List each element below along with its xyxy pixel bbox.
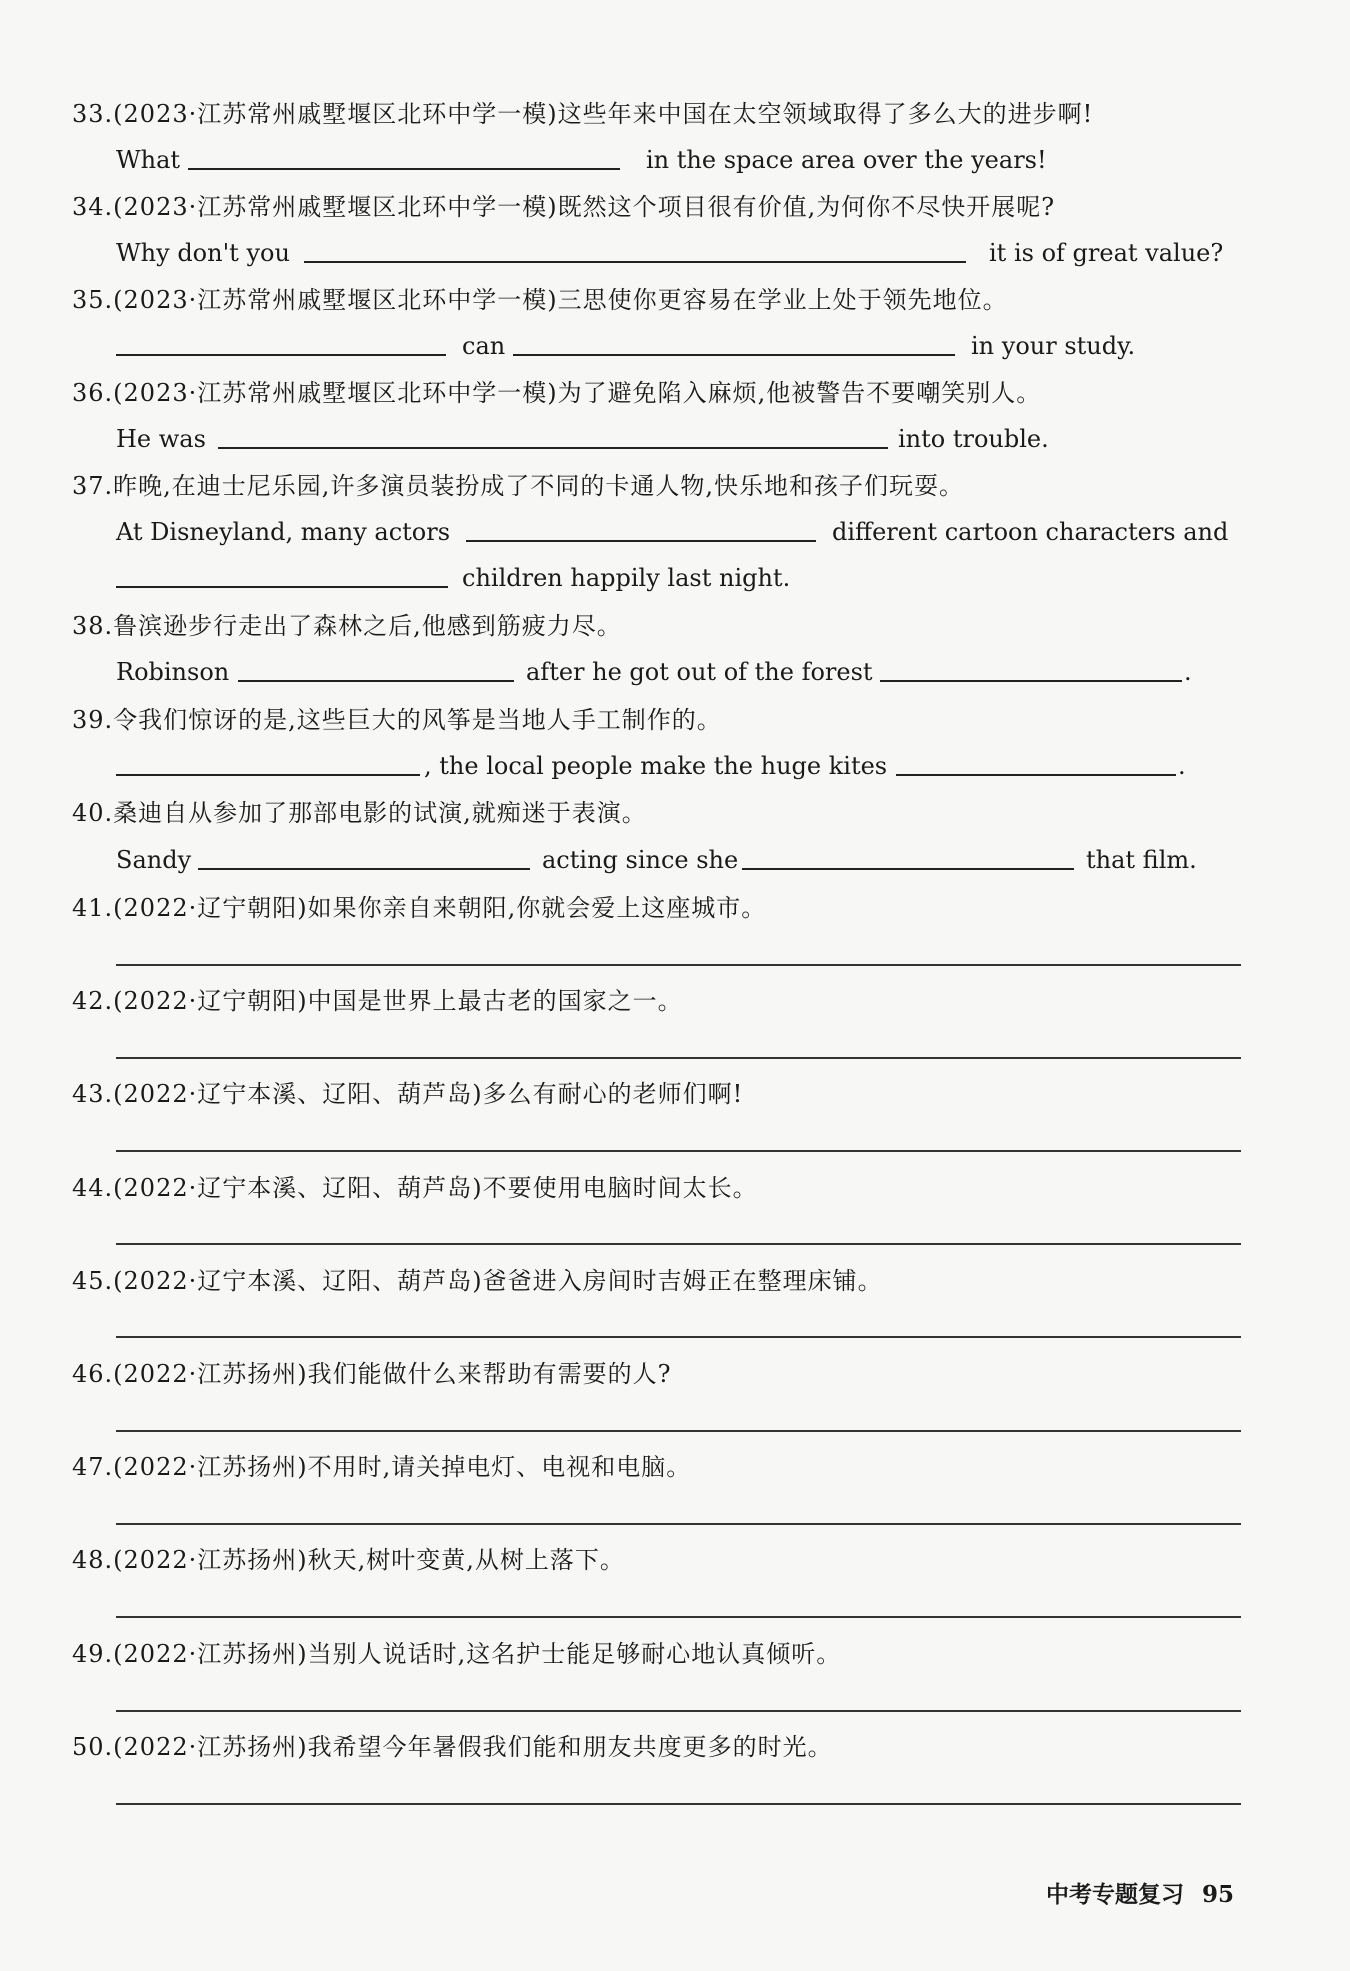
question-answer-line — [116, 746, 1246, 786]
question-prompt: 33.(2023·江苏常州戚墅堰区北环中学一模)这些年来中国在太空领域取得了多么大的进步啊! — [72, 100, 1094, 128]
answer-text: in the space area over the years! — [646, 146, 1047, 174]
answer-blank[interactable] — [896, 774, 1176, 776]
answer-text: different cartoon characters and — [832, 518, 1229, 546]
answer-text: , the local people make the huge kites — [424, 752, 888, 780]
answer-text: it is of great value? — [989, 239, 1224, 267]
answer-line[interactable] — [116, 1523, 1241, 1525]
question-prompt: 39.令我们惊讶的是,这些巨大的风筝是当地人手工制作的。 — [72, 706, 722, 734]
question-prompt: 45.(2022·辽宁本溪、辽阳、葫芦岛)爸爸进入房间时吉姆正在整理床铺。 — [72, 1267, 883, 1295]
answer-blank[interactable] — [304, 261, 966, 263]
answer-text: after he got out of the forest — [526, 658, 873, 686]
question-prompt: 50.(2022·江苏扬州)我希望今年暑假我们能和朋友共度更多的时光。 — [72, 1733, 833, 1761]
question-prompt: 34.(2023·江苏常州戚墅堰区北环中学一模)既然这个项目很有价值,为何你不尽快开展呢? — [72, 193, 1056, 221]
page-number: 95 — [1201, 1881, 1234, 1908]
answer-text: At Disneyland, many actors — [116, 518, 451, 546]
question-prompt: 35.(2023·江苏常州戚墅堰区北环中学一模)三思使你更容易在学业上处于领先地位。 — [72, 286, 1008, 314]
answer-text: into trouble. — [898, 425, 1049, 453]
answer-blank[interactable] — [742, 868, 1074, 870]
question-answer-line — [116, 326, 1246, 366]
answer-text: . — [1178, 752, 1186, 780]
answer-line[interactable] — [116, 1803, 1241, 1805]
answer-text: acting since she — [542, 846, 739, 874]
question-answer-line — [116, 419, 1246, 459]
question-prompt: 37.昨晚,在迪士尼乐园,许多演员装扮成了不同的卡通人物,快乐地和孩子们玩耍。 — [72, 472, 965, 500]
answer-line[interactable] — [116, 1057, 1241, 1059]
answer-blank[interactable] — [116, 354, 446, 356]
answer-line[interactable] — [116, 1243, 1241, 1245]
answer-blank[interactable] — [466, 540, 816, 542]
answer-text: He was — [116, 425, 206, 453]
answer-line[interactable] — [116, 1616, 1241, 1618]
answer-text: that film. — [1086, 846, 1197, 874]
answer-line[interactable] — [116, 1150, 1241, 1152]
question-prompt: 42.(2022·辽宁朝阳)中国是世界上最古老的国家之一。 — [72, 987, 683, 1015]
answer-line[interactable] — [116, 964, 1241, 966]
question-prompt: 43.(2022·辽宁本溪、辽阳、葫芦岛)多么有耐心的老师们啊! — [72, 1080, 744, 1108]
page-footer — [1046, 1876, 1234, 1909]
answer-blank[interactable] — [880, 680, 1182, 682]
question-prompt: 46.(2022·江苏扬州)我们能做什么来帮助有需要的人? — [72, 1360, 672, 1388]
answer-text: What — [116, 146, 181, 174]
answer-line[interactable] — [116, 1710, 1241, 1712]
answer-blank[interactable] — [116, 586, 448, 588]
question-answer-line — [116, 558, 1246, 598]
answer-text: Why don't you — [116, 239, 290, 267]
question-answer-line — [116, 652, 1246, 692]
question-prompt: 36.(2023·江苏常州戚墅堰区北环中学一模)为了避免陷入麻烦,他被警告不要嘲笑别人。 — [72, 379, 1042, 407]
question-answer-line — [116, 233, 1246, 273]
answer-blank[interactable] — [116, 774, 420, 776]
answer-text: Sandy — [116, 846, 192, 874]
answer-blank[interactable] — [198, 868, 530, 870]
question-prompt: 41.(2022·辽宁朝阳)如果你亲自来朝阳,你就会爱上这座城市。 — [72, 894, 767, 922]
answer-line[interactable] — [116, 1430, 1241, 1432]
answer-text: in your study. — [971, 332, 1136, 360]
answer-text: children happily last night. — [462, 564, 791, 592]
question-prompt: 44.(2022·辽宁本溪、辽阳、葫芦岛)不要使用电脑时间太长。 — [72, 1174, 758, 1202]
question-answer-line — [116, 512, 1246, 552]
question-answer-line — [116, 140, 1246, 180]
answer-line[interactable] — [116, 1336, 1241, 1338]
question-prompt: 38.鲁滨逊步行走出了森林之后,他感到筋疲力尽。 — [72, 612, 622, 640]
question-prompt: 47.(2022·江苏扬州)不用时,请关掉电灯、电视和电脑。 — [72, 1453, 692, 1481]
answer-blank[interactable] — [238, 680, 514, 682]
answer-blank[interactable] — [218, 447, 888, 449]
answer-text: Robinson — [116, 658, 230, 686]
question-prompt: 49.(2022·江苏扬州)当别人说话时,这名护士能足够耐心地认真倾听。 — [72, 1640, 842, 1668]
answer-text: . — [1184, 658, 1192, 686]
footer-title: 中考专题复习 — [1045, 1882, 1184, 1908]
answer-blank[interactable] — [188, 168, 620, 170]
answer-blank[interactable] — [513, 354, 955, 356]
answer-text: can — [462, 332, 506, 360]
question-prompt: 40.桑迪自从参加了那部电影的试演,就痴迷于表演。 — [72, 799, 647, 827]
question-answer-line — [116, 840, 1246, 880]
question-prompt: 48.(2022·江苏扬州)秋天,树叶变黄,从树上落下。 — [72, 1546, 625, 1574]
